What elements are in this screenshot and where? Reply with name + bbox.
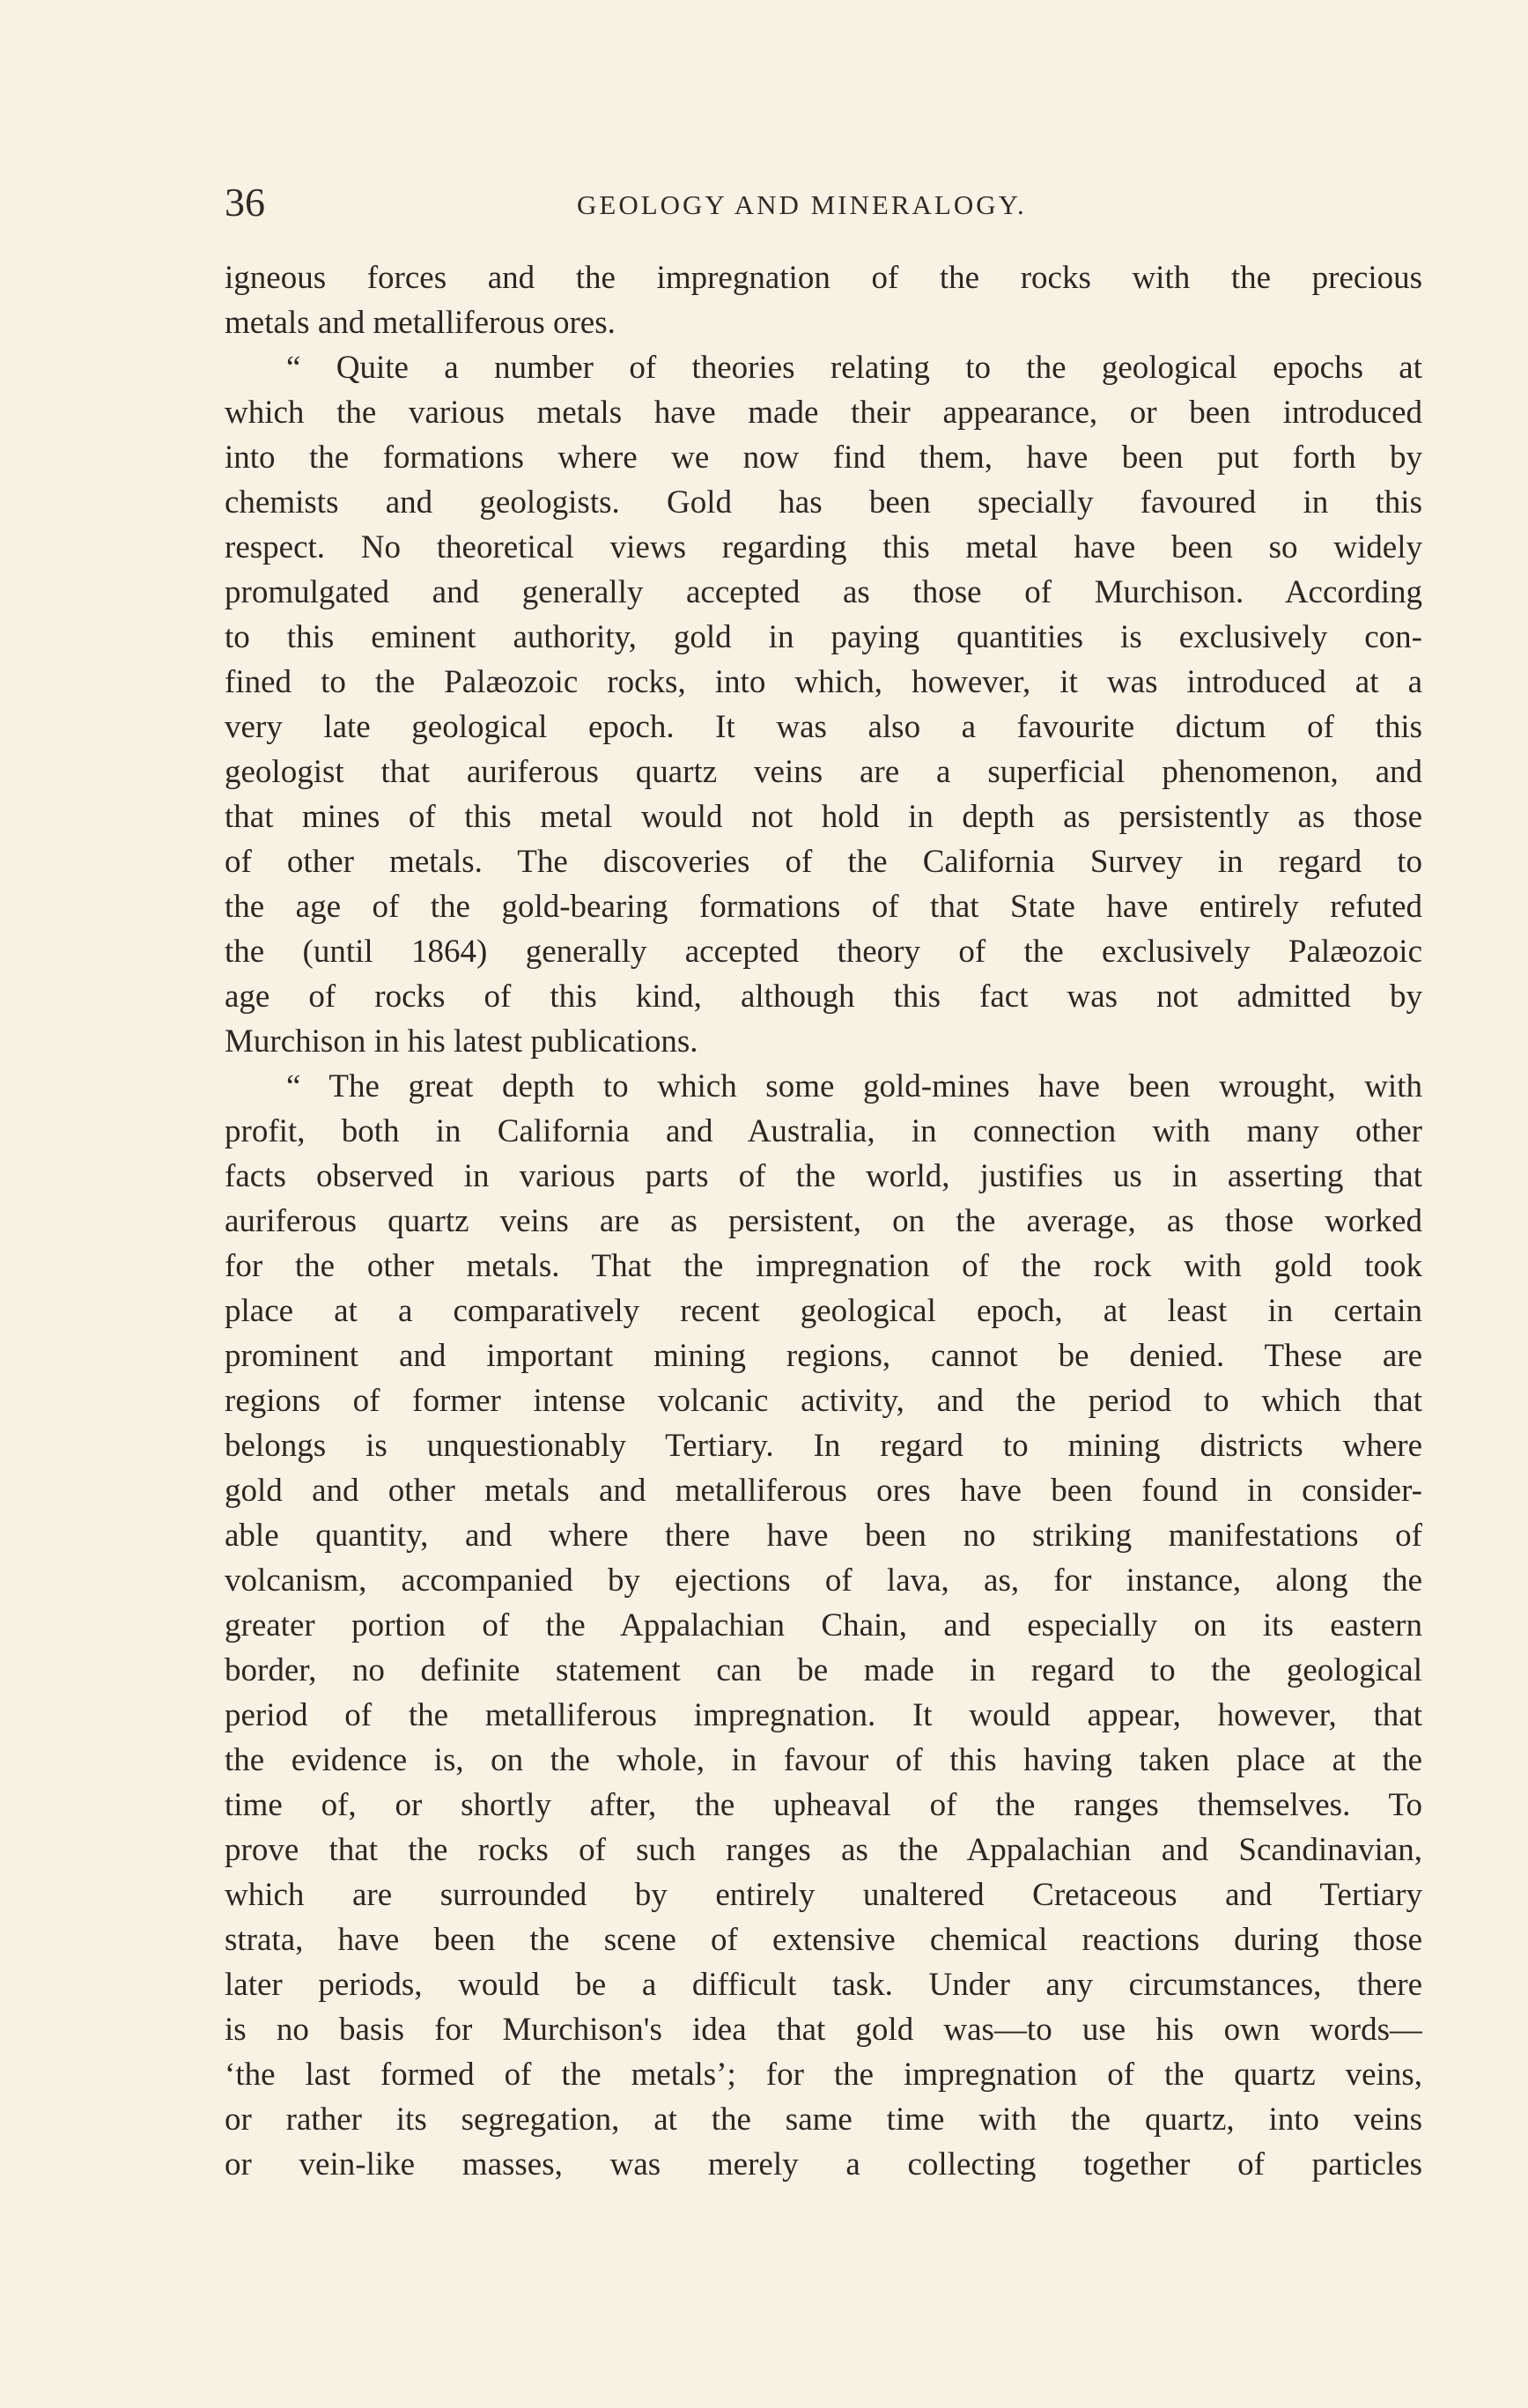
text-line: time of, or shortly after, the upheaval of the ranges themselves. To <box>225 1787 1422 1823</box>
text-line: prove that the rocks of such ranges as the Appalachian and Scandinavian, <box>225 1832 1422 1868</box>
text-line: place at a comparatively recent geological epoch, at least in certain <box>225 1293 1422 1329</box>
text-line: gold and other metals and metalliferous ores have been found in consider- <box>225 1473 1422 1509</box>
running-head <box>225 176 1422 229</box>
text-line: auriferous quartz veins are as persistent, on the average, as those worked <box>225 1203 1422 1239</box>
text-line: which are surrounded by entirely unaltered Cretaceous and Tertiary <box>225 1877 1422 1913</box>
text-line: geologist that auriferous quartz veins are a superficial phenomenon, and <box>225 754 1422 790</box>
text-line: the age of the gold-bearing formations of that State have entirely refuted <box>225 889 1422 925</box>
text-line: “ The great depth to which some gold-mines have been wrought, with <box>286 1068 1422 1104</box>
text-line: greater portion of the Appalachian Chain, and especially on its eastern <box>225 1607 1422 1643</box>
text-line: into the formations where we now find them, have been put forth by <box>225 439 1422 476</box>
page-number: 36 <box>225 180 265 225</box>
text-line: profit, both in California and Australia, in connection with many other <box>225 1113 1422 1149</box>
text-line: regions of former intense volcanic activity, and the period to which that <box>225 1383 1422 1419</box>
text-line: chemists and geologists. Gold has been specially favoured in this <box>225 484 1422 521</box>
text-line: for the other metals. That the impregnation of the rock with gold took <box>225 1248 1422 1284</box>
text-line: strata, have been the scene of extensive chemical reactions during those <box>225 1922 1422 1958</box>
text-line: which the various metals have made their appearance, or been introduced <box>225 395 1422 431</box>
text-line: later periods, would be a difficult task. Under any circumstances, there <box>225 1967 1422 2003</box>
text-line: fined to the Palæozoic rocks, into which, however, it was introduced at a <box>225 664 1422 700</box>
text-line: ‘the last formed of the metals’; for the impregnation of the quartz veins, <box>225 2057 1422 2093</box>
text-line: or rather its segregation, at the same time with the quartz, into veins <box>225 2101 1422 2138</box>
text-line: belongs is unquestionably Tertiary. In regard to mining districts where <box>225 1428 1422 1464</box>
text-line: Murchison in his latest publications. <box>225 1023 698 1060</box>
text-line: igneous forces and the impregnation of the rocks with the precious <box>225 260 1422 296</box>
text-line: prominent and important mining regions, cannot be denied. These are <box>225 1338 1422 1374</box>
text-line: promulgated and generally accepted as those of Murchison. According <box>225 574 1422 610</box>
text-line: “ Quite a number of theories relating to the geological epochs at <box>286 350 1422 386</box>
text-line: period of the metalliferous impregnation. It would appear, however, that <box>225 1697 1422 1733</box>
text-line: border, no definite statement can be made in regard to the geological <box>225 1652 1422 1688</box>
text-line: is no basis for Murchison's idea that gold was—to use his own words— <box>225 2012 1422 2048</box>
text-line: to this eminent authority, gold in paying quantities is exclusively con- <box>225 619 1422 655</box>
text-line: able quantity, and where there have been no striking manifestations of <box>225 1518 1422 1554</box>
text-line: metals and metalliferous ores. <box>225 305 616 341</box>
text-line: that mines of this metal would not hold in depth as persistently as those <box>225 799 1422 835</box>
text-line: the (until 1864) generally accepted theory of the exclusively Palæozoic <box>225 934 1422 970</box>
running-title: GEOLOGY AND MINERALOGY. <box>577 189 1027 220</box>
text-line: or vein-like masses, was merely a collecting together of particles <box>225 2146 1422 2183</box>
body-text <box>225 255 1422 2187</box>
text-line: the evidence is, on the whole, in favour of this having taken place at the <box>225 1742 1422 1778</box>
text-line: facts observed in various parts of the world, justifies us in asserting that <box>225 1158 1422 1194</box>
text-line: respect. No theoretical views regarding this metal have been so widely <box>225 529 1422 565</box>
text-line: age of rocks of this kind, although this fact was not admitted by <box>225 979 1422 1015</box>
text-line: very late geological epoch. It was also a favourite dictum of this <box>225 709 1422 745</box>
text-line: of other metals. The discoveries of the California Survey in regard to <box>225 844 1422 880</box>
text-line: volcanism, accompanied by ejections of lava, as, for instance, along the <box>225 1562 1422 1599</box>
